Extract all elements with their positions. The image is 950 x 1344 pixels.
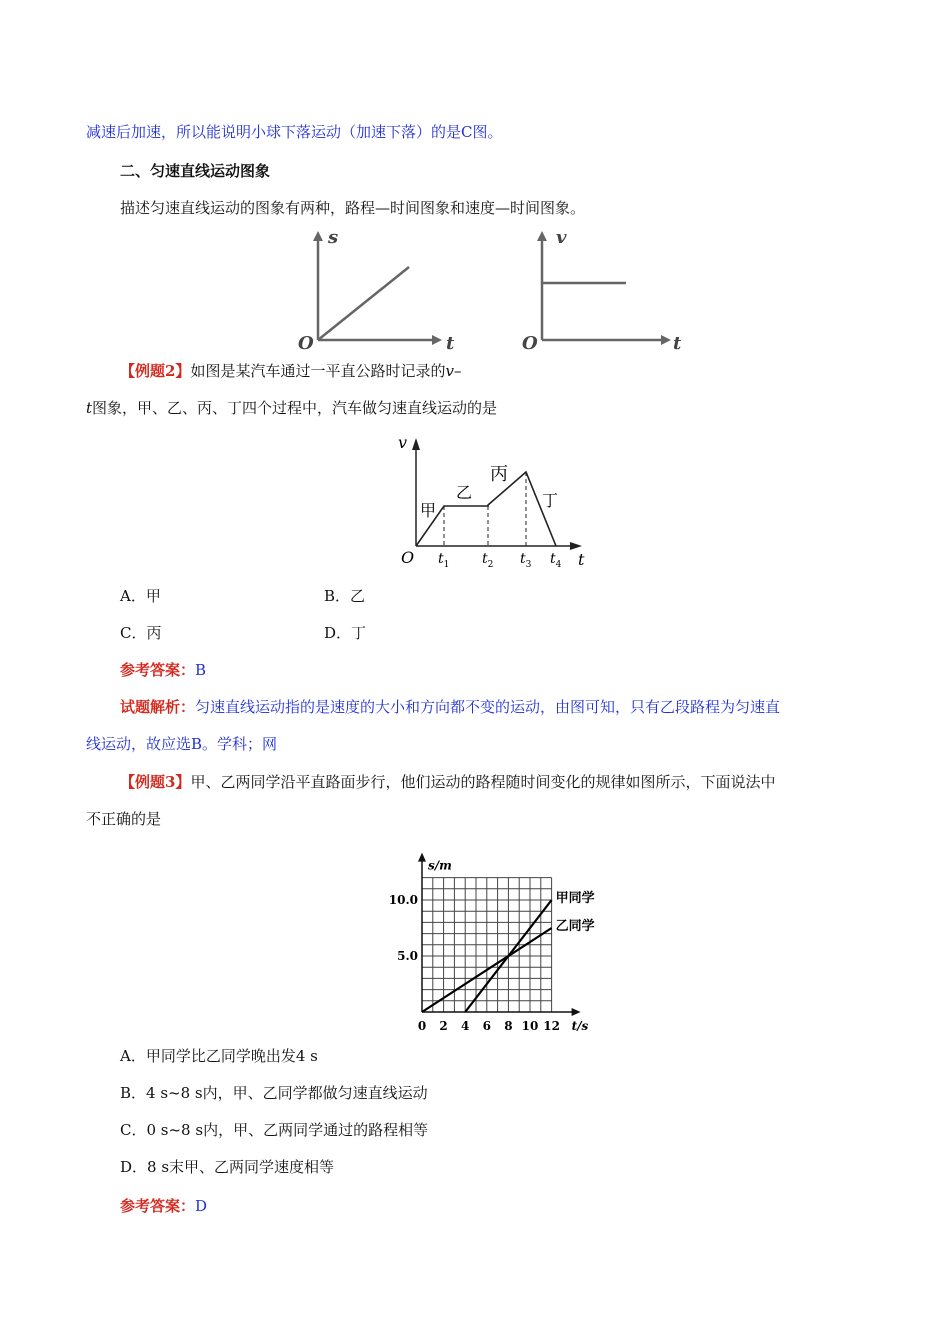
example2-vt-figure <box>392 432 602 574</box>
tick-t1: $t_1$ <box>438 551 450 570</box>
x-axis-arrow <box>572 1008 581 1016</box>
example3-line2: 不正确的是 <box>86 810 162 828</box>
example2-analysis-line1: 试题解析：匀速直线运动指的是速度的大小和方向都不变的运动，由图可知，只有乙段路程为匀速直 <box>120 698 781 716</box>
tick-t2: $t_2$ <box>482 551 494 570</box>
x-tick-label: 4 <box>461 1019 470 1033</box>
vt2-xlabel: t <box>578 550 585 569</box>
y-tick-label: 5.0 <box>397 949 418 963</box>
option-c[interactable]: C．丙 <box>120 624 162 642</box>
x-tick-label: 6 <box>482 1019 491 1033</box>
section-heading: 二、匀速直线运动图象 <box>120 162 271 180</box>
example2-line2 <box>86 390 866 426</box>
y-axis-arrow <box>418 853 426 862</box>
uniform-motion-figures <box>290 225 700 360</box>
x-tick-label: 12 <box>543 1019 560 1033</box>
series-label-1: 甲同学 <box>555 891 595 906</box>
example2-tag: 【例题2】 <box>120 362 191 380</box>
example2-line1 <box>120 353 900 389</box>
v-t-ylabel: v <box>556 227 567 248</box>
x-tick-label: 8 <box>504 1019 513 1033</box>
ex3-option-c[interactable]: C．0 s~8 s内，甲、乙两同学通过的路程相等 <box>120 1121 429 1139</box>
s-t-graph <box>298 227 455 354</box>
example3-answer-value: D <box>195 1197 208 1215</box>
vt-polyline <box>416 472 559 546</box>
example2-text-a: 如图是某汽车通过一平直公路时记录的 <box>190 362 446 380</box>
s-t-xlabel: t <box>446 333 455 354</box>
v-t-graph <box>522 227 682 354</box>
tick-t4: $t_4$ <box>550 551 562 570</box>
example3-line1: 【例题3】甲、乙两同学沿平直路面步行，他们运动的路程随时间变化的规律如图所示，下面说法中 <box>120 773 776 791</box>
ex3-option-a[interactable]: A．甲同学比乙同学晚出发4 s <box>120 1047 318 1065</box>
s-t-line <box>318 267 409 340</box>
seg-label-ding: 丁 <box>542 491 559 510</box>
v-t-xlabel: t <box>673 333 682 354</box>
y-axis-label: s/m <box>428 858 452 873</box>
example2-text-b: 图象，甲、乙、丙、丁四个过程中，汽车做匀速直线运动的是 <box>92 399 498 417</box>
example2-dash: – <box>453 362 462 380</box>
x-tick-label: 10 <box>521 1019 539 1033</box>
example2-analysis-line2: 线运动，故应选B。学科；网 <box>86 735 278 753</box>
option-b[interactable]: B．乙 <box>324 587 366 605</box>
example2-var-v: v <box>445 362 454 380</box>
v-t-origin: O <box>522 333 538 354</box>
x-axis-label: t/s <box>571 1019 589 1033</box>
s-t-origin: O <box>298 333 314 354</box>
option-a[interactable]: A．甲 <box>120 587 161 605</box>
s-t-chart <box>380 845 605 1035</box>
tick-t3: $t_3$ <box>520 551 532 570</box>
seg-label-yi: 乙 <box>456 483 473 502</box>
ex3-option-b[interactable]: B．4 s~8 s内，甲、乙同学都做匀速直线运动 <box>120 1084 428 1102</box>
example2-var-t: t <box>86 399 93 417</box>
seg-label-bing: 丙 <box>490 464 508 485</box>
section-intro: 描述匀速直线运动的图象有两种，路程—时间图象和速度—时间图象。 <box>120 199 586 217</box>
example3-answer: 参考答案：D <box>120 1197 208 1215</box>
example2-answer: 参考答案：B <box>120 661 207 679</box>
vt2-origin: O <box>401 548 415 567</box>
series-label-2: 乙同学 <box>555 919 595 934</box>
y-tick-label: 10.0 <box>388 893 418 907</box>
x-tick-label: 2 <box>439 1019 448 1033</box>
vt2-ylabel: v <box>398 433 408 452</box>
s-t-ylabel: s <box>328 227 339 248</box>
x-tick-label: 0 <box>417 1019 427 1033</box>
seg-label-jia: 甲 <box>420 501 437 520</box>
example2-answer-value: B <box>195 661 207 679</box>
option-d[interactable]: D．丁 <box>324 624 367 642</box>
example3-tag: 【例题3】 <box>120 773 191 791</box>
ex3-option-d[interactable]: D．8 s末甲、乙两同学速度相等 <box>120 1158 335 1176</box>
continuation-text: 减速后加速，所以能说明小球下落运动（加速下落）的是C图。 <box>86 123 503 141</box>
